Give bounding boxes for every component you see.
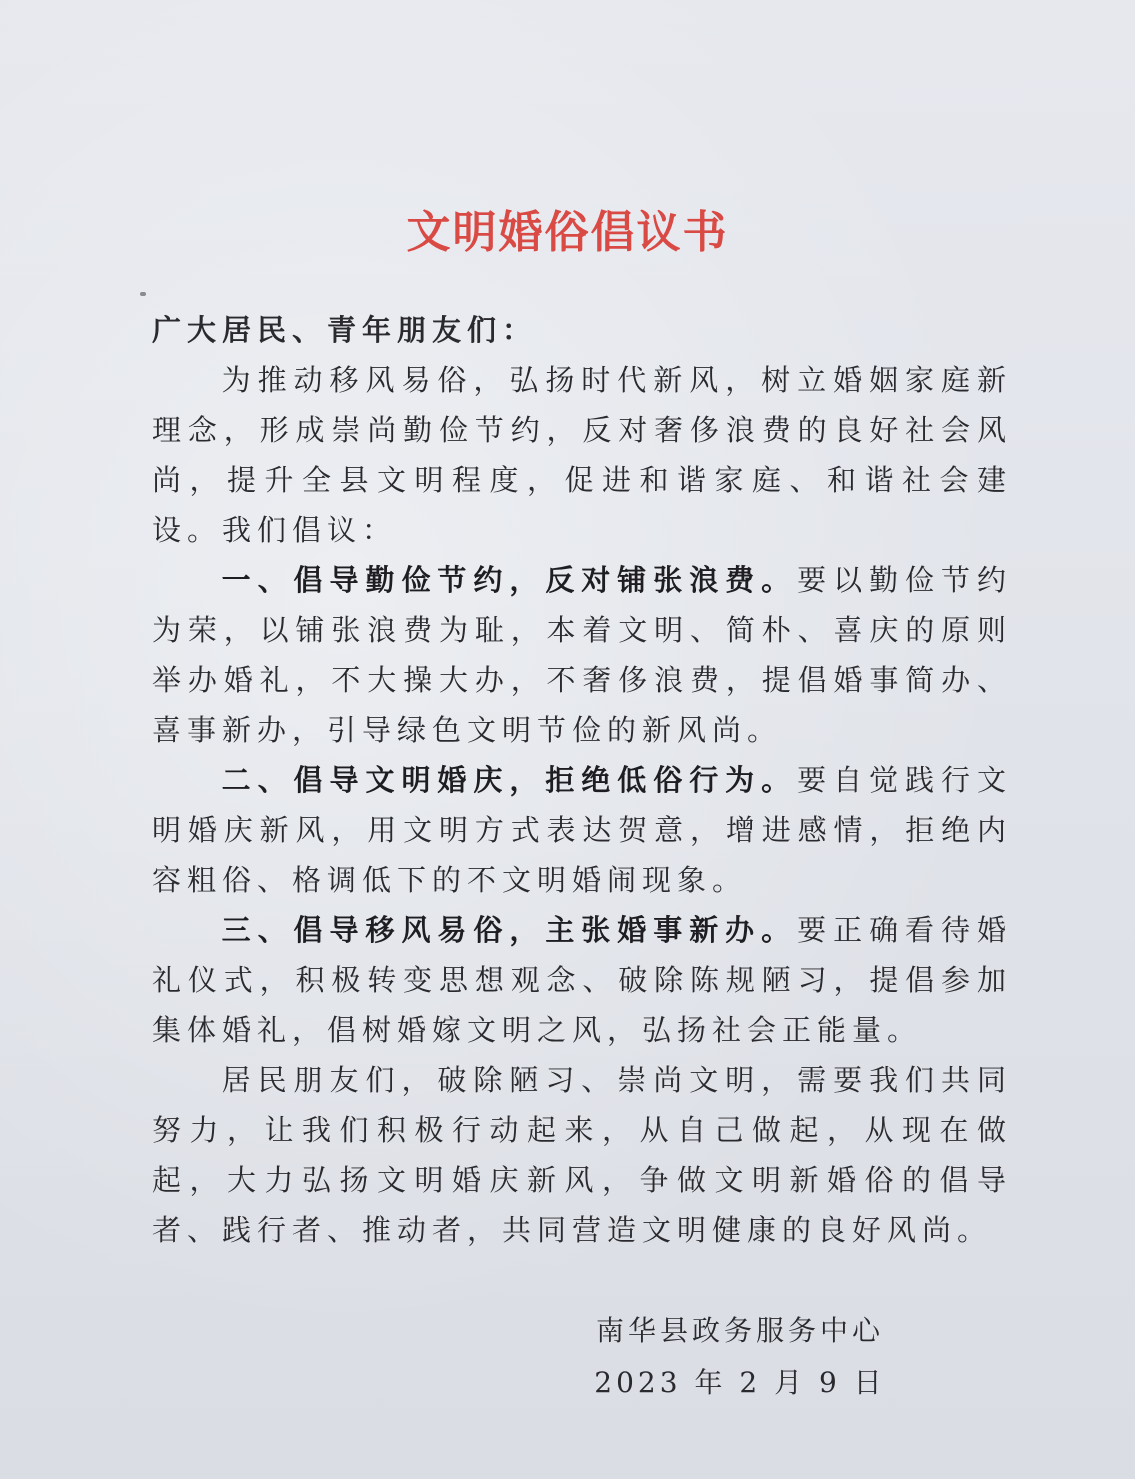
proposal-3-heading: 三、倡导移风易俗，主张婚事新办。: [221, 913, 798, 947]
signature-date: 2023 年 2 月 9 日: [594, 1366, 886, 1399]
document-body: [152, 305, 1012, 1255]
proposal-2-text: 要自觉践行文明婚庆新风，用文明方式表达贺意，增进感情，拒绝内容粗俗、格调低下的不文明婚闹现象。: [152, 763, 1012, 897]
proposal-2-heading: 二、倡导文明婚庆，拒绝低俗行为。: [221, 763, 798, 797]
signature-org: 南华县政务服务中心: [595, 1314, 884, 1347]
signature-block: [560, 1305, 920, 1409]
paragraph-proposal-1: [152, 555, 1012, 755]
paragraph-proposal-2: [152, 755, 1012, 905]
paper-mark: [140, 292, 146, 296]
proposal-1-heading: 一、倡导勤俭节约，反对铺张浪费。: [221, 563, 798, 597]
paragraph-proposal-3: [152, 905, 1012, 1055]
document-title: 文明婚俗倡议书: [406, 207, 729, 258]
proposal-3-text: 要正确看待婚礼仪式，积极转变思想观念、破除陈规陋习，提倡参加集体婚礼，倡树婚嫁文明之风，弘扬社会正能量。: [152, 913, 1012, 1047]
paragraph-text: 为推动移风易俗，弘扬时代新风，树立婚姻家庭新理念，形成崇尚勤俭节约，反对奢侈浪费的良好社会风尚，提升全县文明程度，促进和谐家庭、和谐社会建设。我们倡议：: [152, 363, 1012, 547]
proposal-1-text: 要以勤俭节约为荣，以铺张浪费为耻，本着文明、简朴、喜庆的原则举办婚礼，不大操大办，不奢侈浪费，提倡婚事简办、喜事新办，引导绿色文明节俭的新风尚。: [152, 563, 1012, 747]
paragraph-closing: [152, 1055, 1012, 1255]
paragraph-intro: [152, 355, 1012, 555]
salutation: 广大居民、青年朋友们：: [152, 313, 538, 347]
paragraph-text: 居民朋友们，破除陋习、崇尚文明，需要我们共同努力，让我们积极行动起来，从自己做起，从现在做起，大力弘扬文明婚庆新风，争做文明新婚俗的倡导者、践行者、推动者，共同营造文明健康的良好风尚。: [152, 1063, 1012, 1247]
